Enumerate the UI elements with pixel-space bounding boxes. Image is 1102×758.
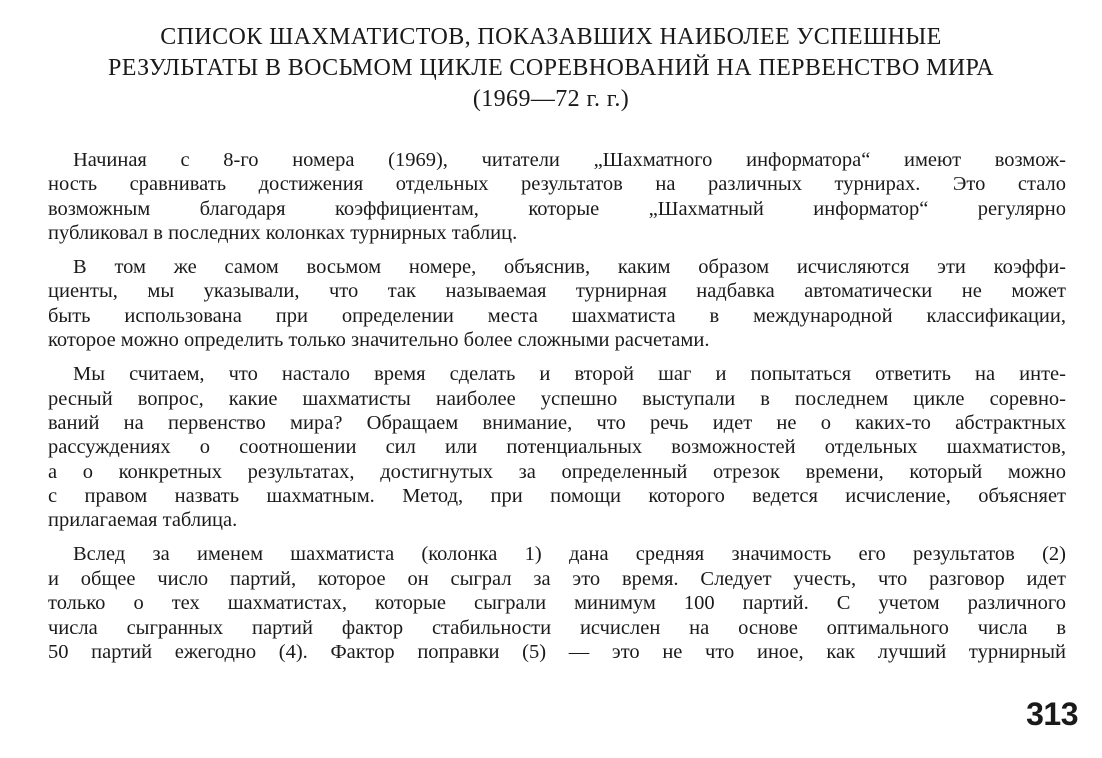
- paragraph-line: циенты, мы указывали, что так называемая турнирная надбавка автоматически не может: [48, 280, 1066, 303]
- paragraph-line: В том же самом восьмом номере, объяснив, каким образом исчисляются эти коэффи-: [73, 256, 1066, 279]
- paragraph-2: [48, 255, 1066, 353]
- paragraph-line: быть использована при определении места шахматиста в международной классификации,: [48, 304, 1066, 327]
- paragraph-line: и общее число партий, которое он сыграл за это время. Следует учесть, что разговор идет: [48, 567, 1066, 590]
- paragraph-line: а о конкретных результатах, достигнутых за определенный отрезок времени, который можно: [48, 460, 1066, 483]
- paragraph-line: 50 партий ежегодно (4). Фактор поправки (5) — это не что иное, как лучший турнирный: [48, 640, 1066, 663]
- paragraph-1: [48, 148, 1066, 246]
- title-years: (1969—72 г. г.): [472, 86, 630, 112]
- page-number: 313: [1026, 696, 1078, 732]
- paragraph-line: которое можно определить только значительно более сложными расчетами.: [48, 329, 710, 352]
- paragraph-line: числа сыгранных партий фактор стабильности исчислен на основе оптимального числа в: [48, 616, 1066, 639]
- paragraph-line: Вслед за именем шахматиста (колонка 1) дана средняя значимость его результатов (2): [73, 543, 1066, 566]
- paragraph-3: [48, 362, 1066, 533]
- paragraph-line: с правом назвать шахматным. Метод, при помощи которого ведется исчисление, объясняет: [48, 485, 1066, 508]
- paragraph-4: [48, 542, 1066, 664]
- paragraph-line: Мы считаем, что настало время сделать и второй шаг и попытаться ответить на инте-: [73, 363, 1066, 386]
- paragraph-line: публиковал в последних колонках турнирных таблиц.: [48, 222, 518, 245]
- page-title: [0, 22, 1102, 115]
- paragraph-line: ваний на первенство мира? Обращаем внимание, что речь идет не о каких-то абстрактных: [48, 411, 1066, 434]
- paragraph-line: прилагаемая таблица.: [48, 509, 238, 532]
- title-line-2: РЕЗУЛЬТАТЫ В ВОСЬМОМ ЦИКЛЕ СОРЕВНОВАНИЙ НА ПЕРВЕНСТВО МИРА: [108, 55, 994, 81]
- paragraph-line: Начиная с 8-го номера (1969), читатели „Шахматного информатора“ имеют возмож-: [73, 149, 1066, 171]
- paragraph-line: только о тех шахматистах, которые сыграли минимум 100 партий. С учетом различного: [48, 592, 1066, 615]
- body-text: [48, 148, 1066, 674]
- paragraph-line: рассуждениях о соотношении сил или потенциальных возможностей отдельных шахматистов,: [48, 436, 1066, 459]
- title-line-1: СПИСОК ШАХМАТИСТОВ, ПОКАЗАВШИХ НАИБОЛЕЕ УСПЕШНЫЕ: [160, 24, 942, 50]
- paragraph-line: возможным благодаря коэффициентам, которые „Шахматный информатор“ регулярно: [48, 197, 1066, 220]
- paragraph-line: ресный вопрос, какие шахматисты наиболее успешно выступали в последнем цикле соревно-: [48, 387, 1066, 410]
- paragraph-line: ность сравнивать достижения отдельных результатов на различных турнирах. Это стало: [48, 173, 1066, 196]
